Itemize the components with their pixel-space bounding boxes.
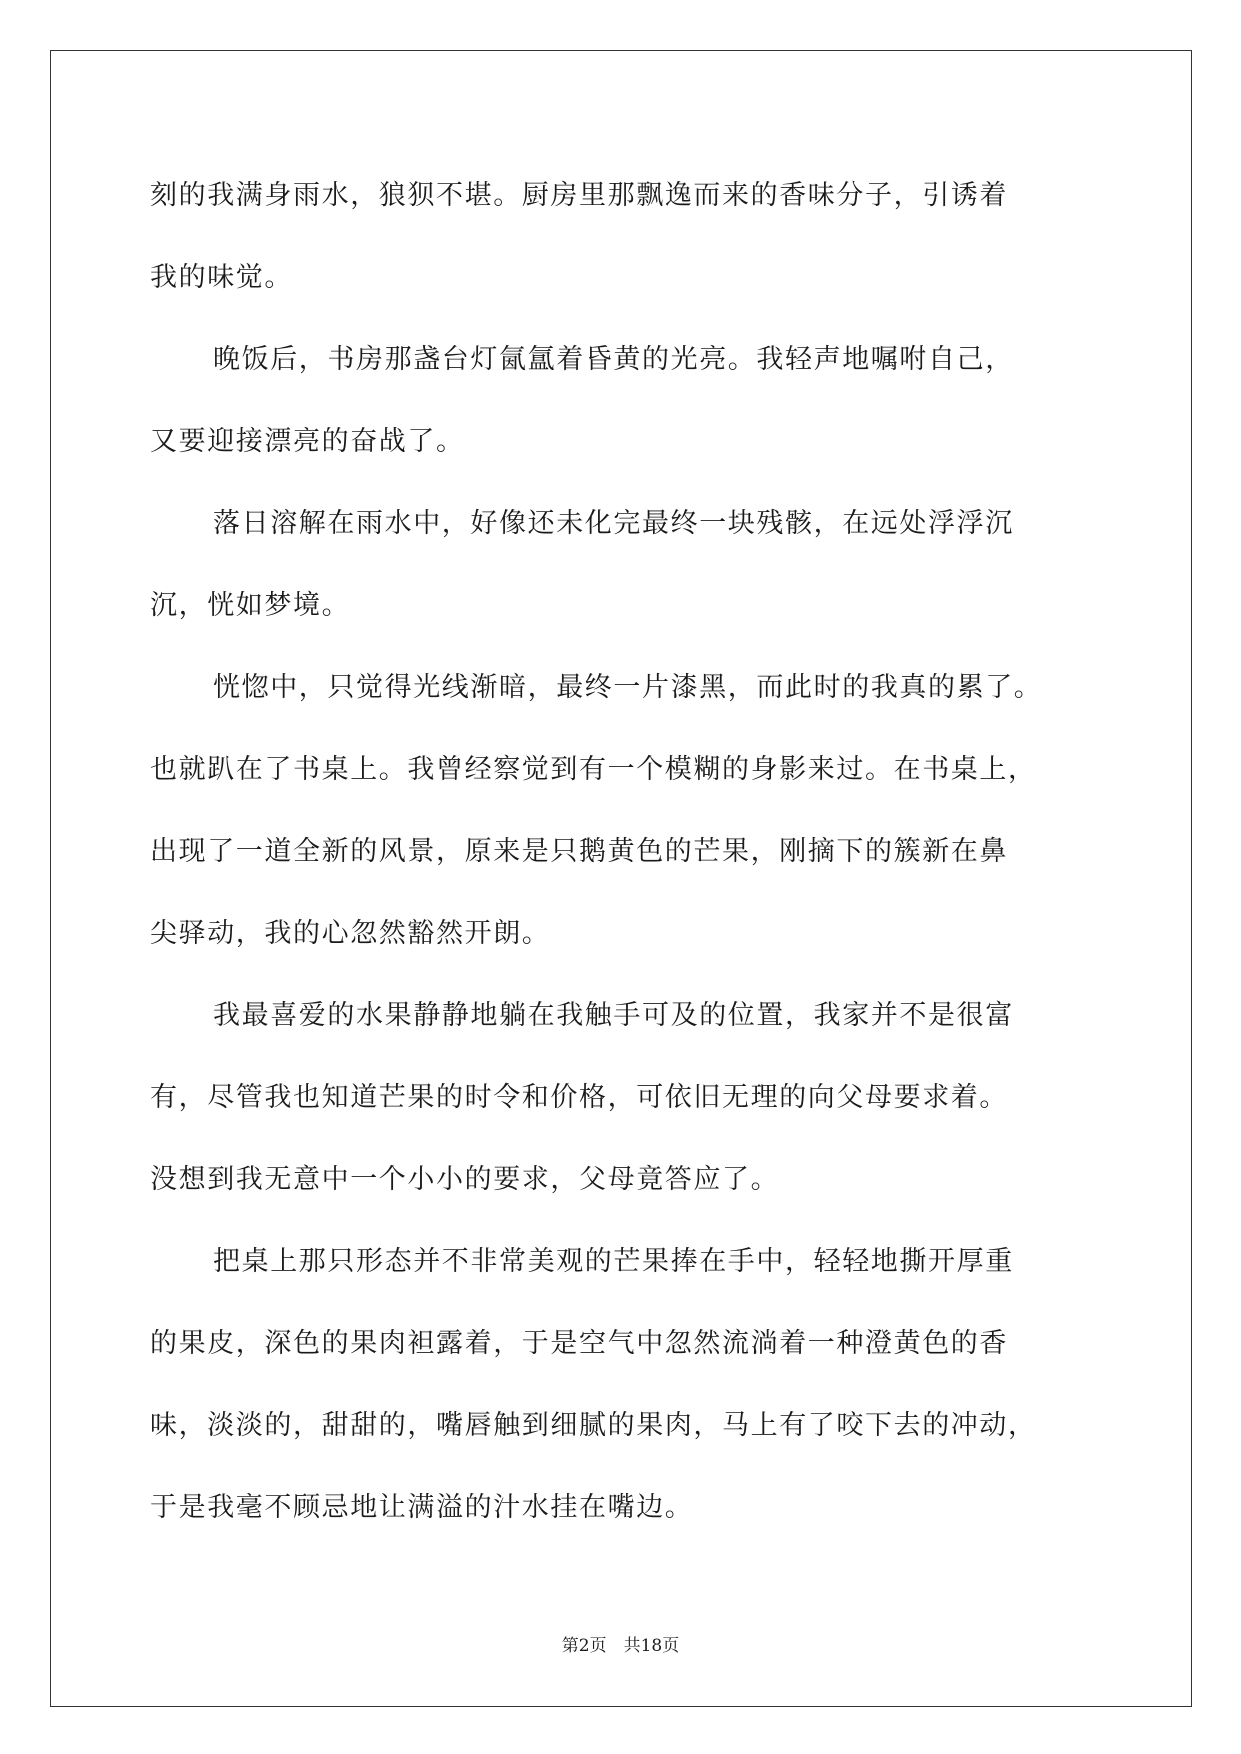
text-line: 刻的我满身雨水，狼狈不堪。厨房里那飘逸而来的香味分子，引诱着 [150, 180, 1008, 211]
text-line: 我的味觉。 [150, 262, 293, 293]
text-line: 味，淡淡的，甜甜的，嘴唇触到细腻的果肉，马上有了咬下去的冲动， [150, 1410, 1037, 1441]
text-line: 有，尽管我也知道芒果的时令和价格，可依旧无理的向父母要求着。 [150, 1082, 1008, 1113]
paragraph [150, 1221, 1110, 1549]
paragraph [150, 647, 1110, 975]
text-line: 尖驿动，我的心忽然豁然开朗。 [150, 918, 551, 949]
text-line: 出现了一道全新的风景，原来是只鹅黄色的芒果，刚摘下的簇新在鼻 [150, 836, 1008, 867]
document-body [150, 155, 1110, 1549]
page-number-footer: 第2页 共18页 [561, 1636, 680, 1656]
text-line: 恍惚中，只觉得光线渐暗，最终一片漆黑，而此时的我真的累了。 [213, 672, 1043, 703]
text-line: 没想到我无意中一个小小的要求，父母竟答应了。 [150, 1164, 780, 1195]
text-line: 沉，恍如梦境。 [150, 590, 351, 621]
paragraph [150, 483, 1110, 647]
text-line: 把桌上那只形态并不非常美观的芒果捧在手中，轻轻地撕开厚重 [213, 1246, 1014, 1277]
text-line: 又要迎接漂亮的奋战了。 [150, 426, 465, 457]
text-line: 落日溶解在雨水中，好像还未化完最终一块残骸，在远处浮浮沉 [213, 508, 1014, 539]
paragraph [150, 155, 1110, 319]
text-line: 我最喜爱的水果静静地躺在我触手可及的位置，我家并不是很富 [213, 1000, 1014, 1031]
paragraph [150, 975, 1110, 1221]
paragraph [150, 319, 1110, 483]
text-line: 晚饭后，书房那盏台灯氤氲着昏黄的光亮。我轻声地嘱咐自己， [213, 344, 1014, 375]
text-line: 于是我毫不顾忌地让满溢的汁水挂在嘴边。 [150, 1492, 694, 1523]
text-line: 的果皮，深色的果肉袒露着，于是空气中忽然流淌着一种澄黄色的香 [150, 1328, 1008, 1359]
text-line: 也就趴在了书桌上。我曾经察觉到有一个模糊的身影来过。在书桌上， [150, 754, 1037, 785]
